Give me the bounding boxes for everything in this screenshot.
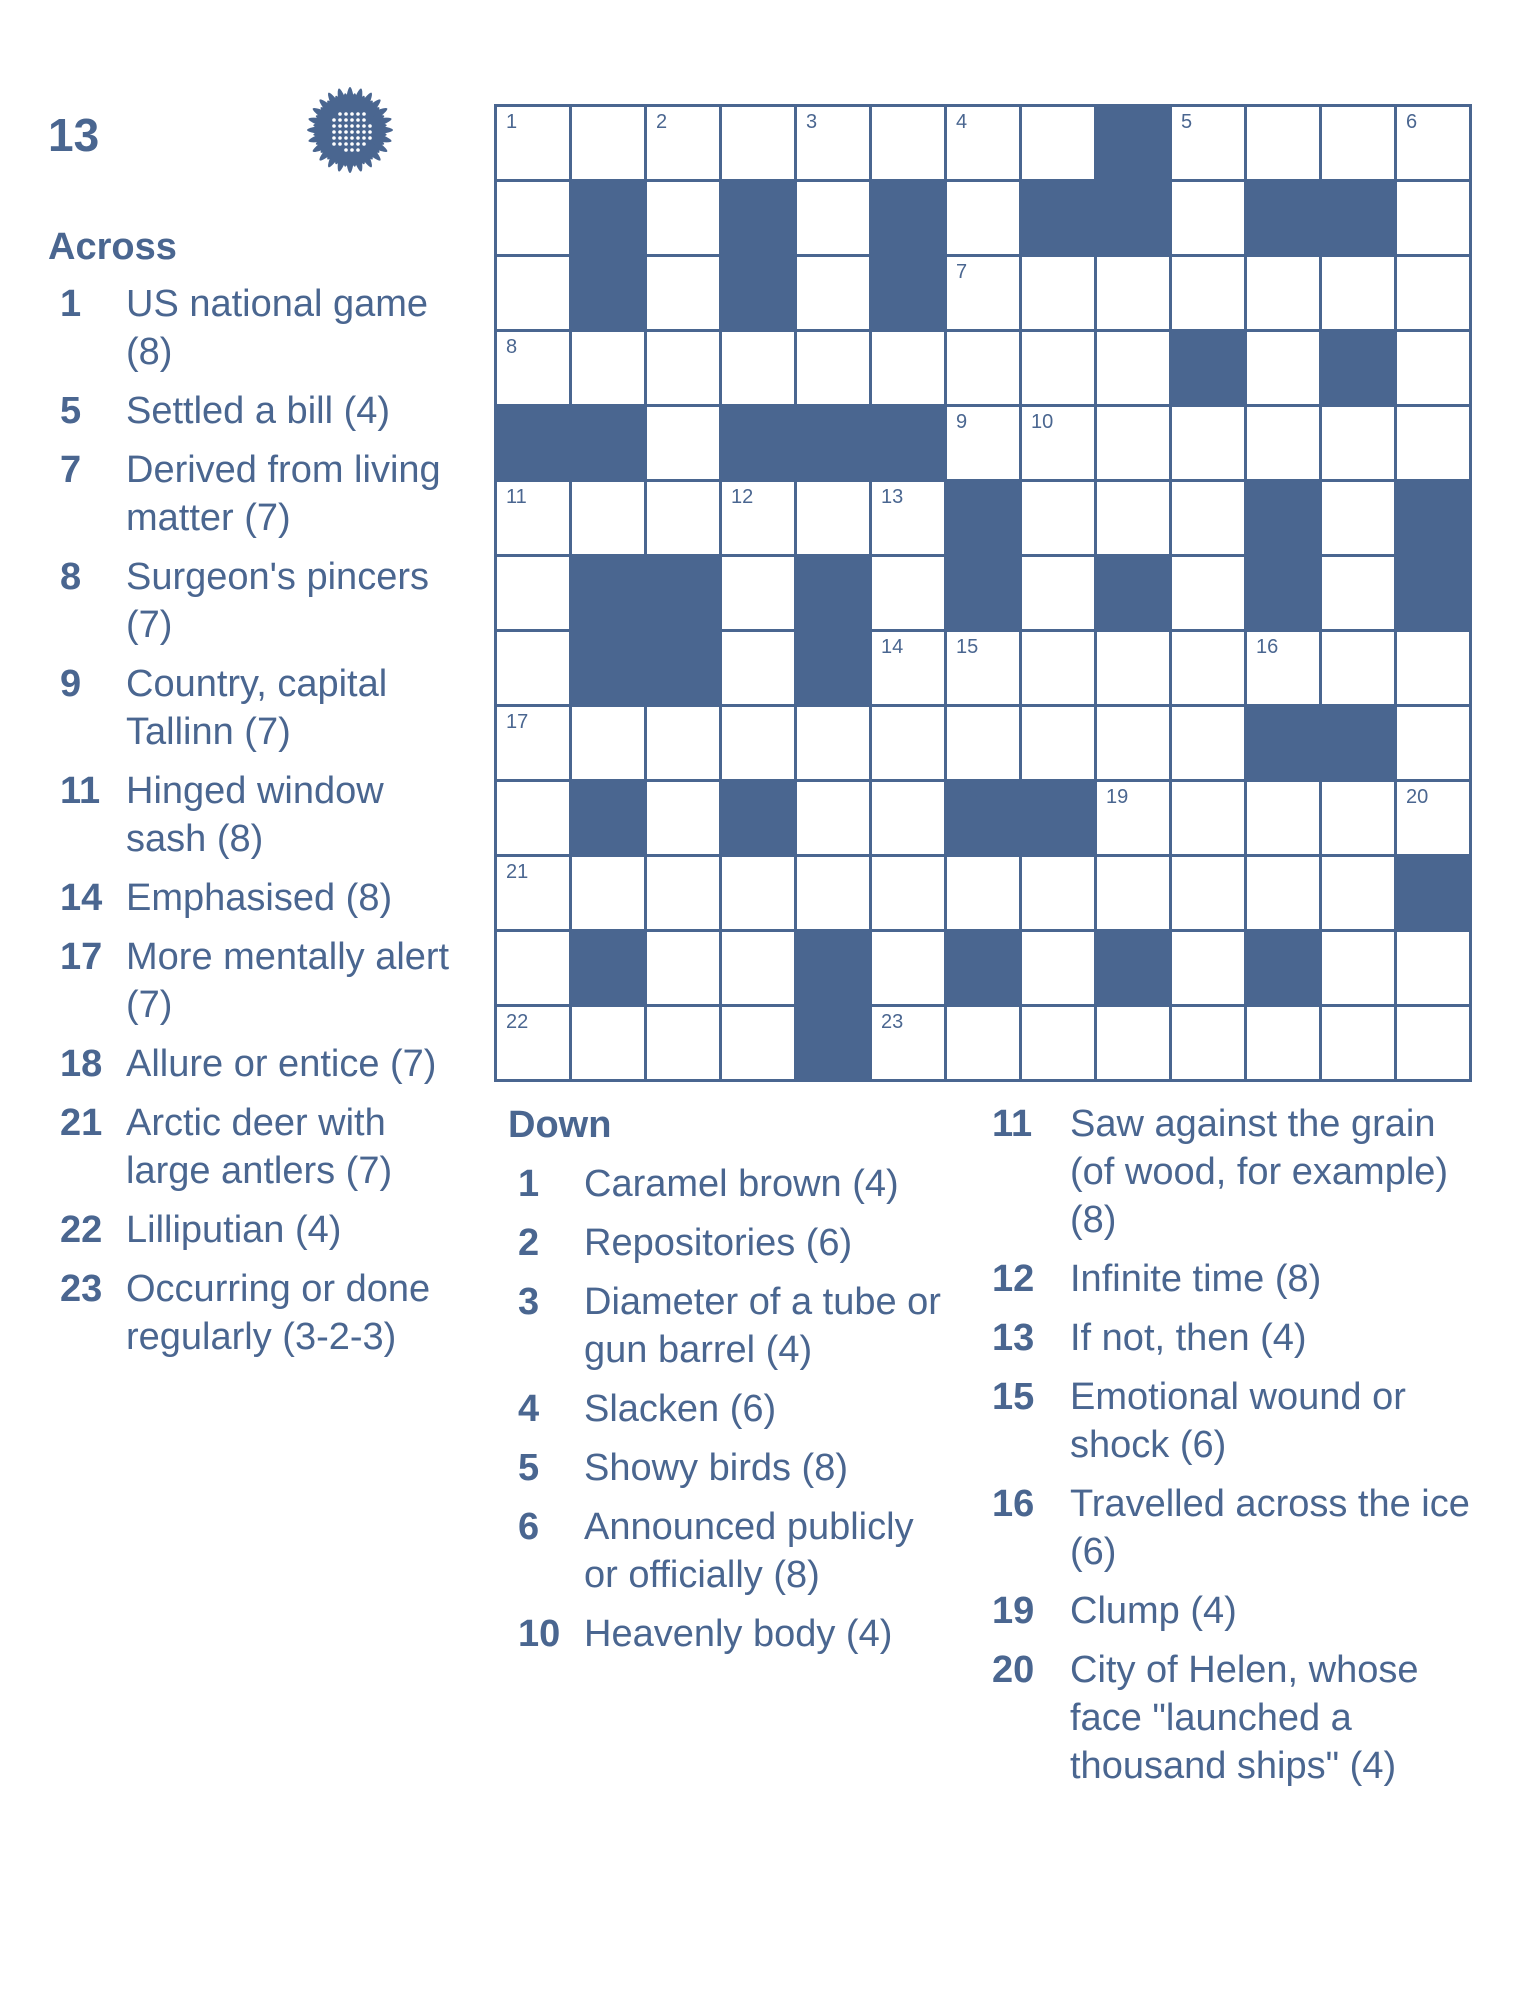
grid-cell[interactable] xyxy=(1022,407,1094,479)
grid-cell[interactable] xyxy=(1322,107,1394,179)
grid-block-cell xyxy=(647,632,719,704)
grid-block-cell xyxy=(647,557,719,629)
clue-item[interactable] xyxy=(508,1385,948,1433)
grid-cell[interactable] xyxy=(572,332,644,404)
grid-cell[interactable] xyxy=(497,857,569,929)
clue-text: Settled a bill (4) xyxy=(126,390,391,432)
clue-number: 19 xyxy=(992,1590,1035,1632)
grid-block-cell xyxy=(1397,857,1469,929)
grid-cell[interactable] xyxy=(1022,932,1094,1004)
clue-item[interactable] xyxy=(992,1255,1472,1303)
grid-block-cell xyxy=(722,782,794,854)
grid-cell[interactable] xyxy=(797,782,869,854)
cell-number: 19 xyxy=(1106,786,1129,808)
grid-cell[interactable] xyxy=(647,332,719,404)
clue-item[interactable] xyxy=(992,1373,1472,1469)
grid-cell[interactable] xyxy=(497,557,569,629)
clue-text: Arctic deer with large antlers (7) xyxy=(126,1102,393,1192)
clue-text: US national game (8) xyxy=(126,283,429,373)
grid-cell[interactable] xyxy=(722,932,794,1004)
clue-item[interactable] xyxy=(48,1040,458,1088)
grid-cell[interactable] xyxy=(1172,482,1244,554)
clue-item[interactable] xyxy=(48,387,458,435)
clue-item[interactable] xyxy=(48,874,458,922)
grid-cell[interactable] xyxy=(872,107,944,179)
grid-cell[interactable] xyxy=(722,557,794,629)
grid-block-cell xyxy=(1397,557,1469,629)
cell-number: 1 xyxy=(506,111,518,133)
clue-text: Showy birds (8) xyxy=(584,1447,848,1489)
across-heading: Across xyxy=(48,226,177,268)
clue-number: 15 xyxy=(992,1376,1035,1418)
grid-cell[interactable] xyxy=(797,707,869,779)
down-clue-list xyxy=(508,1160,948,1669)
clue-item[interactable] xyxy=(992,1480,1472,1576)
grid-cell[interactable] xyxy=(872,707,944,779)
grid-cell[interactable] xyxy=(1247,1007,1319,1079)
clue-text: Caramel brown (4) xyxy=(584,1163,899,1205)
grid-cell[interactable] xyxy=(1097,707,1169,779)
grid-block-cell xyxy=(872,182,944,254)
clue-item[interactable] xyxy=(508,1610,948,1658)
grid-block-cell xyxy=(1322,707,1394,779)
grid-block-cell xyxy=(1397,482,1469,554)
clue-item[interactable] xyxy=(508,1503,948,1599)
grid-cell[interactable] xyxy=(797,482,869,554)
clue-number: 7 xyxy=(60,449,82,491)
grid-block-cell xyxy=(1322,332,1394,404)
across-clue-list xyxy=(48,280,458,1372)
grid-block-cell xyxy=(572,407,644,479)
grid-cell[interactable] xyxy=(1397,332,1469,404)
clue-number: 1 xyxy=(518,1163,540,1205)
cell-number: 8 xyxy=(506,336,518,358)
clue-text: If not, then (4) xyxy=(1070,1317,1307,1359)
grid-cell[interactable] xyxy=(872,782,944,854)
grid-block-cell xyxy=(947,782,1019,854)
grid-cell[interactable] xyxy=(1247,857,1319,929)
grid-cell[interactable] xyxy=(1322,557,1394,629)
grid-cell[interactable] xyxy=(1097,782,1169,854)
grid-cell[interactable] xyxy=(647,857,719,929)
grid-block-cell xyxy=(1247,182,1319,254)
grid-cell[interactable] xyxy=(722,632,794,704)
grid-cell[interactable] xyxy=(1247,407,1319,479)
grid-cell[interactable] xyxy=(1322,482,1394,554)
grid-cell[interactable] xyxy=(497,932,569,1004)
clue-text: Country, capital Tallinn (7) xyxy=(126,663,388,753)
grid-cell[interactable] xyxy=(497,707,569,779)
grid-block-cell xyxy=(722,407,794,479)
grid-cell[interactable] xyxy=(947,857,1019,929)
grid-cell[interactable] xyxy=(797,182,869,254)
cell-number: 2 xyxy=(656,111,668,133)
clue-item[interactable] xyxy=(48,1099,458,1195)
grid-block-cell xyxy=(572,632,644,704)
grid-cell[interactable] xyxy=(947,257,1019,329)
grid-block-cell xyxy=(947,557,1019,629)
grid-block-cell xyxy=(722,182,794,254)
grid-cell[interactable] xyxy=(1172,257,1244,329)
grid-block-cell xyxy=(947,932,1019,1004)
grid-cell[interactable] xyxy=(647,782,719,854)
clue-number: 21 xyxy=(60,1102,103,1144)
grid-cell[interactable] xyxy=(872,482,944,554)
grid-cell[interactable] xyxy=(947,332,1019,404)
clue-item[interactable] xyxy=(992,1646,1472,1790)
grid-cell[interactable] xyxy=(572,857,644,929)
grid-cell[interactable] xyxy=(1097,332,1169,404)
clue-text: Lilliputian (4) xyxy=(126,1209,342,1251)
clue-item[interactable] xyxy=(48,1206,458,1254)
cell-number: 18 xyxy=(956,786,979,808)
grid-cell[interactable] xyxy=(1172,557,1244,629)
grid-block-cell xyxy=(797,407,869,479)
grid-cell[interactable] xyxy=(1322,407,1394,479)
grid-block-cell xyxy=(947,482,1019,554)
grid-cell[interactable] xyxy=(1022,632,1094,704)
clue-number: 20 xyxy=(992,1649,1035,1691)
grid-cell[interactable] xyxy=(797,107,869,179)
grid-cell[interactable] xyxy=(647,707,719,779)
clue-number: 3 xyxy=(518,1281,540,1323)
grid-block-cell xyxy=(1247,707,1319,779)
puzzle-number: 13 xyxy=(48,109,100,161)
grid-block-cell xyxy=(497,407,569,479)
grid-cell[interactable] xyxy=(872,632,944,704)
grid-block-cell xyxy=(797,557,869,629)
grid-block-cell xyxy=(572,557,644,629)
clue-text: Emotional wound or shock (6) xyxy=(1070,1376,1406,1466)
grid-cell[interactable] xyxy=(1247,332,1319,404)
grid-cell[interactable] xyxy=(872,932,944,1004)
grid-block-cell xyxy=(722,257,794,329)
grid-cell[interactable] xyxy=(1397,782,1469,854)
grid-cell[interactable] xyxy=(1247,257,1319,329)
clue-number: 9 xyxy=(60,663,82,705)
grid-cell[interactable] xyxy=(1397,107,1469,179)
grid-cell[interactable] xyxy=(1097,632,1169,704)
clue-item[interactable] xyxy=(48,553,458,649)
clue-item[interactable] xyxy=(48,280,458,376)
clue-number: 14 xyxy=(60,877,103,919)
clue-number: 2 xyxy=(518,1222,540,1264)
grid-block-cell xyxy=(1247,932,1319,1004)
grid-cell[interactable] xyxy=(1322,632,1394,704)
grid-cell[interactable] xyxy=(497,782,569,854)
grid-cell[interactable] xyxy=(1322,857,1394,929)
grid-cell[interactable] xyxy=(1322,257,1394,329)
clue-number: 11 xyxy=(992,1103,1033,1145)
grid-cell[interactable] xyxy=(497,632,569,704)
grid-cell[interactable] xyxy=(947,182,1019,254)
grid-cell[interactable] xyxy=(1172,632,1244,704)
grid-cell[interactable] xyxy=(1397,257,1469,329)
grid-cell[interactable] xyxy=(797,257,869,329)
grid-cell[interactable] xyxy=(1172,782,1244,854)
grid-cell[interactable] xyxy=(1022,557,1094,629)
grid-block-cell xyxy=(1247,557,1319,629)
grid-block-cell xyxy=(1097,557,1169,629)
cell-number: 6 xyxy=(1406,111,1418,133)
clue-text: Occurring or done regularly (3-2-3) xyxy=(126,1268,431,1358)
cell-number: 5 xyxy=(1181,111,1193,133)
grid-block-cell xyxy=(797,632,869,704)
grid-cell[interactable] xyxy=(722,332,794,404)
grid-cell[interactable] xyxy=(1172,707,1244,779)
grid-cell[interactable] xyxy=(497,107,569,179)
grid-cell[interactable] xyxy=(872,1007,944,1079)
grid-cell[interactable] xyxy=(1397,707,1469,779)
grid-cell[interactable] xyxy=(1022,482,1094,554)
cell-number: 12 xyxy=(731,486,754,508)
grid-block-cell xyxy=(872,407,944,479)
clue-item[interactable] xyxy=(48,446,458,542)
clue-text: Saw against the grain (of wood, for example) (8) xyxy=(1070,1103,1449,1241)
grid-cell[interactable] xyxy=(872,857,944,929)
clue-text: Announced publicly or officially (8) xyxy=(584,1506,914,1596)
clue-item[interactable] xyxy=(992,1587,1472,1635)
grid-block-cell xyxy=(1022,182,1094,254)
grid-cell[interactable] xyxy=(497,182,569,254)
cell-number: 9 xyxy=(956,411,968,433)
clue-text: Repositories (6) xyxy=(584,1222,853,1264)
grid-cell[interactable] xyxy=(572,1007,644,1079)
grid-cell[interactable] xyxy=(1172,182,1244,254)
clue-item[interactable] xyxy=(508,1219,948,1267)
grid-block-cell xyxy=(1097,107,1169,179)
grid-cell[interactable] xyxy=(1172,857,1244,929)
grid-cell[interactable] xyxy=(1397,1007,1469,1079)
clue-item[interactable] xyxy=(48,933,458,1029)
cell-number: 20 xyxy=(1406,786,1429,808)
cell-number: 10 xyxy=(1031,411,1054,433)
grid-cell[interactable] xyxy=(1322,782,1394,854)
clue-text: Slacken (6) xyxy=(584,1388,777,1430)
clue-number: 5 xyxy=(518,1447,540,1489)
grid-block-cell xyxy=(1172,332,1244,404)
sun-flower-icon xyxy=(284,64,416,196)
grid-cell[interactable] xyxy=(722,857,794,929)
clue-text: Hinged window sash (8) xyxy=(126,770,384,860)
cell-number: 16 xyxy=(1256,636,1279,658)
grid-cell[interactable] xyxy=(647,257,719,329)
grid-cell[interactable] xyxy=(497,257,569,329)
clue-text: Travelled across the ice (6) xyxy=(1070,1483,1470,1573)
clue-number: 12 xyxy=(992,1258,1035,1300)
grid-cell[interactable] xyxy=(647,107,719,179)
clue-text: Surgeon's pincers (7) xyxy=(126,556,429,646)
grid-cell[interactable] xyxy=(1397,932,1469,1004)
grid-cell[interactable] xyxy=(1247,782,1319,854)
grid-cell[interactable] xyxy=(872,557,944,629)
clue-number: 17 xyxy=(60,936,103,978)
grid-block-cell xyxy=(572,257,644,329)
grid-cell[interactable] xyxy=(1097,482,1169,554)
grid-cell[interactable] xyxy=(1022,857,1094,929)
grid-cell[interactable] xyxy=(1397,182,1469,254)
clue-number: 8 xyxy=(60,556,82,598)
grid-block-cell xyxy=(1247,482,1319,554)
cell-number: 14 xyxy=(881,636,904,658)
grid-cell[interactable] xyxy=(1172,407,1244,479)
grid-cell[interactable] xyxy=(647,182,719,254)
clue-item[interactable] xyxy=(992,1314,1472,1362)
grid-cell[interactable] xyxy=(1397,632,1469,704)
grid-cell[interactable] xyxy=(572,482,644,554)
grid-block-cell xyxy=(797,932,869,1004)
cell-number: 7 xyxy=(956,261,968,283)
grid-cell[interactable] xyxy=(497,482,569,554)
grid-cell[interactable] xyxy=(947,407,1019,479)
grid-cell[interactable] xyxy=(497,332,569,404)
grid-block-cell xyxy=(872,257,944,329)
clue-number: 10 xyxy=(518,1613,561,1655)
grid-block-cell xyxy=(572,932,644,1004)
cell-number: 3 xyxy=(806,111,818,133)
grid-cell[interactable] xyxy=(1097,407,1169,479)
grid-block-cell xyxy=(1022,782,1094,854)
grid-cell[interactable] xyxy=(1022,707,1094,779)
down-heading: Down xyxy=(508,1104,612,1146)
clue-item[interactable] xyxy=(992,1100,1472,1244)
grid-cell[interactable] xyxy=(722,707,794,779)
clue-text: Diameter of a tube or gun barrel (4) xyxy=(584,1281,941,1371)
grid-cell[interactable] xyxy=(797,857,869,929)
clue-number: 1 xyxy=(60,283,82,325)
cell-number: 13 xyxy=(881,486,904,508)
grid-cell[interactable] xyxy=(497,1007,569,1079)
clue-number: 6 xyxy=(518,1506,540,1548)
clue-text: Allure or entice (7) xyxy=(126,1043,437,1085)
grid-cell[interactable] xyxy=(1022,332,1094,404)
grid-cell[interactable] xyxy=(1172,1007,1244,1079)
clue-text: Clump (4) xyxy=(1070,1590,1237,1632)
grid-block-cell xyxy=(797,1007,869,1079)
grid-cell[interactable] xyxy=(797,332,869,404)
grid-cell[interactable] xyxy=(947,1007,1019,1079)
grid-block-cell xyxy=(1322,182,1394,254)
clue-item[interactable] xyxy=(508,1278,948,1374)
cell-number: 17 xyxy=(506,711,529,733)
grid-cell[interactable] xyxy=(1022,1007,1094,1079)
down-clue-list-continued xyxy=(992,1100,1472,1801)
clue-number: 22 xyxy=(60,1209,103,1251)
grid-cell[interactable] xyxy=(1322,932,1394,1004)
grid-cell[interactable] xyxy=(872,332,944,404)
cell-number: 4 xyxy=(956,111,968,133)
clue-number: 18 xyxy=(60,1043,103,1085)
clue-number: 5 xyxy=(60,390,82,432)
clue-text: City of Helen, whose face "launched a thousand ships" (4) xyxy=(1070,1649,1419,1787)
grid-cell[interactable] xyxy=(647,932,719,1004)
clue-item[interactable] xyxy=(508,1160,948,1208)
cell-number: 22 xyxy=(506,1011,529,1033)
clue-number: 4 xyxy=(518,1388,540,1430)
grid-cell[interactable] xyxy=(572,707,644,779)
grid-cell[interactable] xyxy=(647,482,719,554)
grid-cell[interactable] xyxy=(1172,107,1244,179)
cell-number: 11 xyxy=(506,486,527,508)
grid-cell[interactable] xyxy=(1247,632,1319,704)
cell-number: 15 xyxy=(956,636,979,658)
clue-text: Derived from living matter (7) xyxy=(126,449,441,539)
grid-block-cell xyxy=(1097,182,1169,254)
clue-text: Heavenly body (4) xyxy=(584,1613,893,1655)
cell-number: 21 xyxy=(506,861,529,883)
grid-cell[interactable] xyxy=(722,482,794,554)
grid-cell[interactable] xyxy=(1097,1007,1169,1079)
grid-cell[interactable] xyxy=(947,107,1019,179)
grid-cell[interactable] xyxy=(647,407,719,479)
clue-text: More mentally alert (7) xyxy=(126,936,450,1026)
grid-cell[interactable] xyxy=(1172,932,1244,1004)
crossword-grid xyxy=(494,104,1472,1082)
cell-number: 23 xyxy=(881,1011,904,1033)
grid-cell[interactable] xyxy=(1097,857,1169,929)
grid-cell[interactable] xyxy=(1022,257,1094,329)
clue-item[interactable] xyxy=(508,1444,948,1492)
clue-item[interactable] xyxy=(48,767,458,863)
clue-number: 16 xyxy=(992,1483,1035,1525)
grid-cell[interactable] xyxy=(722,1007,794,1079)
grid-cell[interactable] xyxy=(947,632,1019,704)
grid-cell[interactable] xyxy=(1322,1007,1394,1079)
clue-item[interactable] xyxy=(48,660,458,756)
clue-number: 13 xyxy=(992,1317,1035,1359)
grid-cell[interactable] xyxy=(947,707,1019,779)
grid-cell[interactable] xyxy=(1247,107,1319,179)
clue-number: 11 xyxy=(60,770,101,812)
grid-cell[interactable] xyxy=(1397,407,1469,479)
grid-cell[interactable] xyxy=(647,1007,719,1079)
clue-item[interactable] xyxy=(48,1265,458,1361)
grid-cell[interactable] xyxy=(1097,257,1169,329)
grid-cell[interactable] xyxy=(722,107,794,179)
grid-block-cell xyxy=(572,182,644,254)
clue-text: Infinite time (8) xyxy=(1070,1258,1322,1300)
grid-cell[interactable] xyxy=(572,107,644,179)
clue-text: Emphasised (8) xyxy=(126,877,393,919)
clue-number: 23 xyxy=(60,1268,103,1310)
grid-block-cell xyxy=(1097,932,1169,1004)
grid-block-cell xyxy=(572,782,644,854)
grid-cell[interactable] xyxy=(1022,107,1094,179)
